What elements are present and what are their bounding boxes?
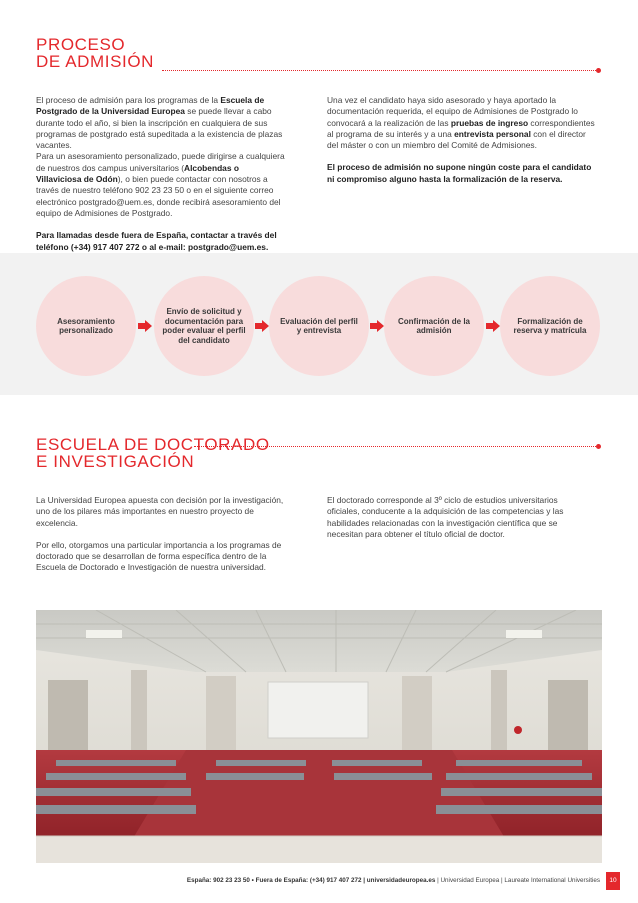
auditorium-illustration — [36, 610, 602, 863]
step-envio-solicitud: Envío de solicitud y documentación para poder evaluar el perfil del candidato — [154, 276, 254, 376]
doctorate-left-column — [36, 495, 298, 585]
doctorate-title-dot — [596, 444, 601, 449]
admission-left-paragraph-3: Para llamadas desde fuera de España, contactar a través del teléfono (+34) 917 407 272 o al e-mail: postgrado@uem.es. — [36, 230, 277, 252]
arrow-icon — [486, 320, 500, 332]
doctorate-left-paragraph-2: Por ello, otorgamos una particular importancia a los programas de doctorado que se desarrollan de forma específica dentro de la Escuela de Doctorado e Investigación de nuestra universidad. — [36, 539, 282, 573]
arrow-icon — [370, 320, 384, 332]
auditorium-photo — [36, 610, 602, 863]
step-formalizacion: Formalización de reserva y matrícula — [500, 276, 600, 376]
step-asesoramiento: Asesoramiento personalizado — [36, 276, 136, 376]
admission-left-column — [36, 95, 286, 264]
admission-title-rule — [162, 70, 596, 71]
doctorate-left-paragraph-1: La Universidad Europea apuesta con decisión por la investigación, uno de los pilares más importantes en nuestro proyecto de excelencia. — [36, 495, 284, 528]
admission-title-line1: PROCESO — [36, 35, 126, 54]
admission-title — [36, 36, 154, 70]
doctorate-right-paragraph-1: El doctorado corresponde al 3º ciclo de estudios universitarios oficiales, conducente a la adquisición de las competencias y las habilidades relacionadas con la investigación científica que se necesitan para obtener el título oficial de doctor. — [327, 495, 564, 539]
footer-contact-rest: | Universidad Europea | Laureate International Universities — [435, 877, 600, 884]
doctorate-title-line1: ESCUELA DE DOCTORADO — [36, 435, 270, 454]
step-evaluacion: Evaluación del perfil y entrevista — [269, 276, 369, 376]
arrow-icon — [255, 320, 269, 332]
doctorate-title-line2: E INVESTIGACIÓN — [36, 452, 195, 471]
step-confirmacion: Confirmación de la admisión — [384, 276, 484, 376]
doctorate-title-rule — [194, 446, 596, 447]
admission-right-paragraph-2: El proceso de admisión no supone ningún coste para el candidato ni compromiso alguno hasta la formalización de la reserva. — [327, 162, 592, 184]
footer-contact — [0, 877, 600, 884]
admission-title-dot — [596, 68, 601, 73]
admission-right-paragraph-1: Una vez el candidato haya sido asesorado y haya aportado la documentación requerida, el equipo de Admisiones de Postgrado lo convocará a la realización de las pruebas de ingreso correspondientes al programa de su interés y a una entrevista personal con el director del máster o con un miembro del Comité de Admisiones. — [327, 95, 595, 151]
doctorate-title — [36, 436, 270, 470]
admission-left-paragraph-1: El proceso de admisión para los programas de la Escuela de Postgrado de la Universidad Europea se puede llevar a cabo durante todo el año, si bien la inscripción en cualquiera de sus programas de postgrado está supeditada a la existencia de plazas vacantes. Para un asesoramiento personalizado, puede dirigirse a cualquiera de nuestros dos campus universitarios (Alcobendas o Villaviciosa de Odón), o bien puede contactar con nosotros a través de nuestro teléfono 902 23 23 50 o en el siguiente correo electrónico postgrado@uem.es, donde recibirá asesoramiento del equipo de Admisiones de Postgrado. — [36, 95, 285, 218]
admission-title-line2: DE ADMISIÓN — [36, 52, 155, 71]
arrow-icon — [138, 320, 152, 332]
page-number: 10 — [606, 872, 620, 890]
footer-contact-bold: España: 902 23 23 50 • Fuera de España: (+34) 917 407 272 | universidadeuropea.es — [186, 877, 436, 884]
doctorate-right-column — [327, 495, 589, 551]
admission-right-column — [327, 95, 599, 196]
